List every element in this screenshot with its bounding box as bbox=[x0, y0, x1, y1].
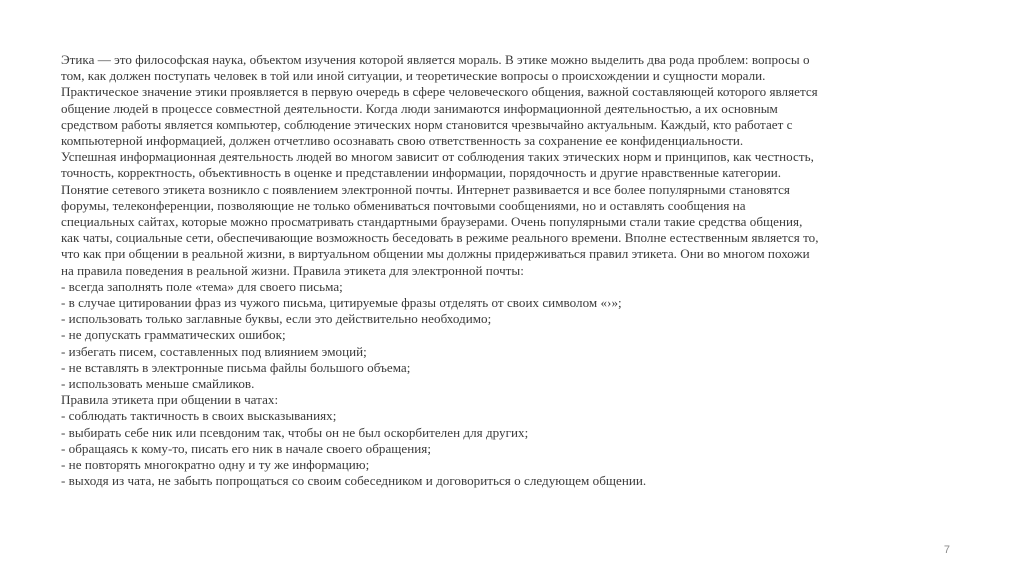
text-line: компьютерной информацией, должен отчетливо осознавать свою ответственность за сохранение ее конфиденциальности. bbox=[61, 133, 744, 149]
text-line: специальных сайтах, которые можно просматривать стандартными браузерами. Очень популярными стали такие средства общения, bbox=[61, 214, 803, 230]
text-line: Понятие сетевого этикета возникло с появлением электронной почты. Интернет развивается и все более популярными становятся bbox=[61, 181, 790, 197]
list-item: - всегда заполнять поле «тема» для своего письма; bbox=[61, 278, 343, 294]
text-line: как чаты, социальные сети, обеспечивающие возможность беседовать в режиме реального времени. Вполне естественным является то, bbox=[61, 230, 819, 246]
list-item: - не вставлять в электронные письма файлы большого объема; bbox=[61, 359, 411, 375]
list-item: - обращаясь к кому-то, писать его ник в начале своего обращения; bbox=[61, 440, 431, 456]
text-line: Успешная информационная деятельность людей во многом зависит от соблюдения таких этических норм и принципов, как честность, bbox=[61, 149, 814, 165]
list-item: - не допускать грамматических ошибок; bbox=[61, 327, 286, 343]
list-item: - не повторять многократно одну и ту же информацию; bbox=[61, 457, 370, 473]
text-line: Правила этикета при общении в чатах: bbox=[61, 392, 279, 408]
page-number: 7 bbox=[943, 544, 950, 556]
text-line: Этика — это философская наука, объектом изучения которой является мораль. В этике можно выделить два рода проблем: вопросы о bbox=[61, 52, 810, 67]
text-line: форумы, телеконференции, позволяющие не только обмениваться почтовыми сообщениями, но и оставлять сообщения на bbox=[61, 197, 746, 213]
list-item: - использовать только заглавные буквы, если это действительно необходимо; bbox=[61, 311, 492, 327]
text-line: что как при общении в реальной жизни, в виртуальном общении мы должны придерживаться правил этикета. Они во многом похожи bbox=[61, 246, 810, 262]
text-line: точность, корректность, объективность в оценке и представлении информации, порядочность и другие нравственные категории. bbox=[61, 165, 782, 181]
text-line: общение людей в процессе совместной деятельности. Когда люди занимаются информационной деятельностью, а их основным bbox=[61, 100, 778, 116]
slide-body-text bbox=[61, 52, 941, 489]
text-line: на правила поведения в реальной жизни. Правила этикета для электронной почты: bbox=[61, 262, 524, 278]
list-item: - выходя из чата, не забыть попрощаться со своим собеседником и договориться о следующем общении. bbox=[61, 473, 647, 489]
list-item: - в случае цитировании фраз из чужого письма, цитируемые фразы отделять от своих символом «›»; bbox=[61, 295, 622, 311]
list-item: - избегать писем, составленных под влиянием эмоций; bbox=[61, 343, 367, 359]
text-line: том, как должен поступать человек в той или иной ситуации, и теоретические вопросы о происхождении и сущности морали. bbox=[61, 68, 766, 84]
list-item: - выбирать себе ник или псевдоним так, чтобы он не был оскорбителен для других; bbox=[61, 424, 529, 440]
text-line: средством работы является компьютер, соблюдение этических норм становится чрезвычайно актуальным. Каждый, кто работает с bbox=[61, 116, 793, 132]
list-item: - соблюдать тактичность в своих высказываниях; bbox=[61, 408, 337, 424]
text-line: Практическое значение этики проявляется в первую очередь в сфере человеческого общения, важной составляющей которого является bbox=[61, 84, 818, 100]
list-item: - использовать меньше смайликов. bbox=[61, 376, 255, 392]
